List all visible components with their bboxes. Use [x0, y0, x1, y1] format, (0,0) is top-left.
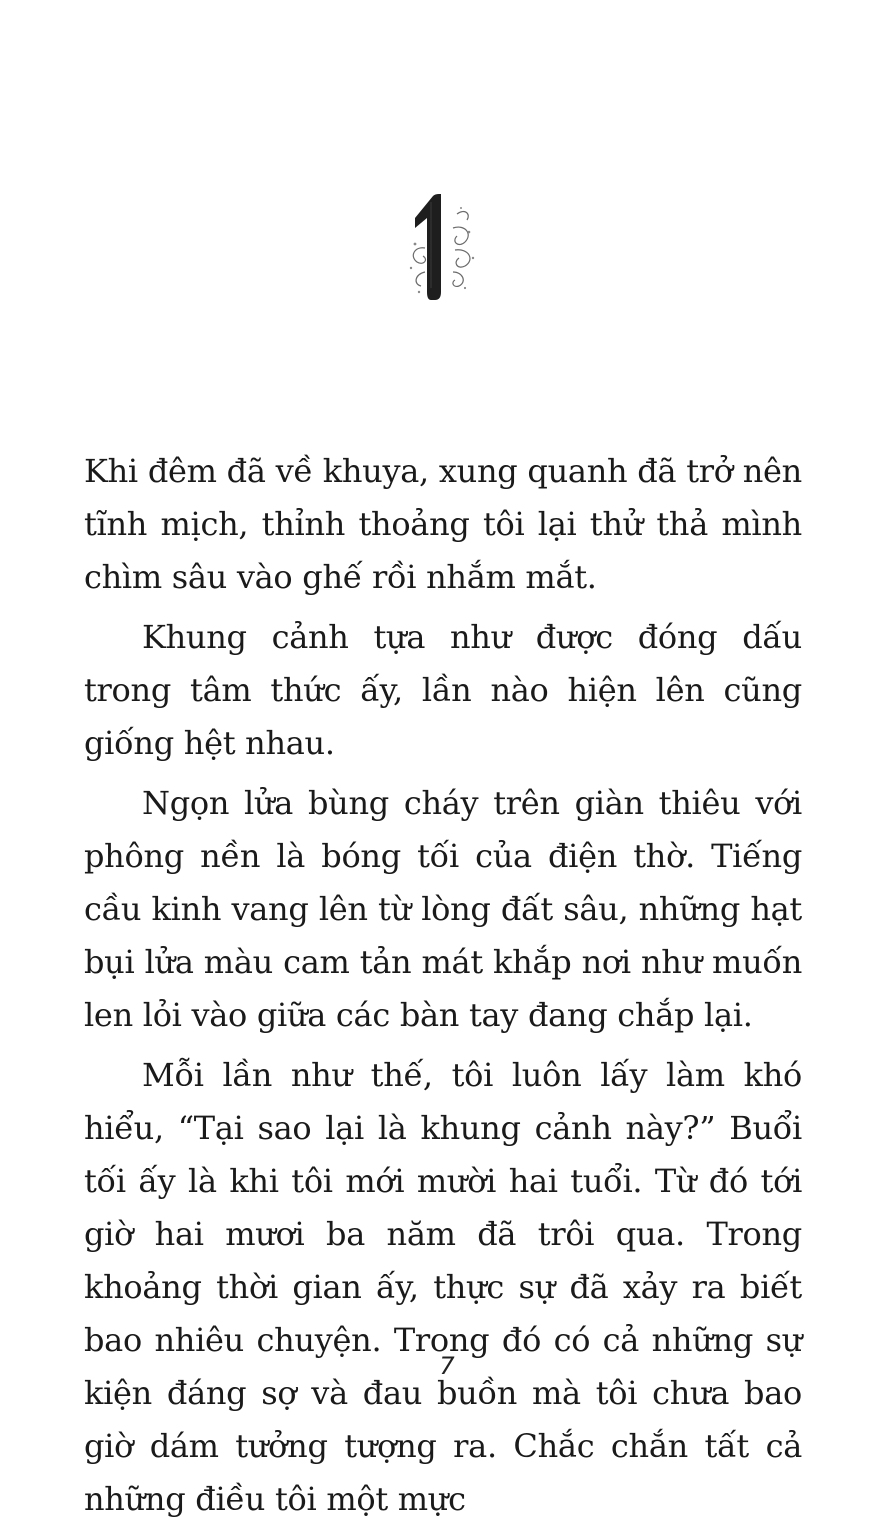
- page-number: 7: [439, 1352, 455, 1380]
- paragraph: Khung cảnh tựa như được đóng dấu trong tâm thức ấy, lần nào hiện lên cũng giống hệt nhau.: [84, 618, 802, 762]
- paragraph: Mỗi lần như thế, tôi luôn lấy làm khó hiểu, “Tại sao lại là khung cảnh này?” Buổi tối ấy là khi tôi mới mười hai tuổi. Từ đó tới giờ hai mươi ba năm đã trôi qua. Trong khoảng thời gian ấy, thực sự đã xảy ra biết bao nhiêu chuyện. Trong đó có cả những sự kiện đáng sợ và đau buồn mà tôi chưa bao giờ dám tưởng tượng ra. Chắc chắn tất cả những điều tôi một mực: [84, 1056, 802, 1518]
- ornate-numeral-icon: [395, 188, 485, 306]
- chapter-number-ornament: [395, 188, 485, 306]
- paragraph: Khi đêm đã về khuya, xung quanh đã trở nên tĩnh mịch, thỉnh thoảng tôi lại thử thả mình chìm sâu vào ghế rồi nhắm mắt.: [84, 452, 802, 596]
- paragraph: Ngọn lửa bùng cháy trên giàn thiêu với phông nền là bóng tối của điện thờ. Tiếng cầu kinh vang lên từ lòng đất sâu, những hạt bụi lửa màu cam tản mát khắp nơi như muốn len lỏi vào giữa các bàn tay đang chắp lại.: [84, 784, 802, 1034]
